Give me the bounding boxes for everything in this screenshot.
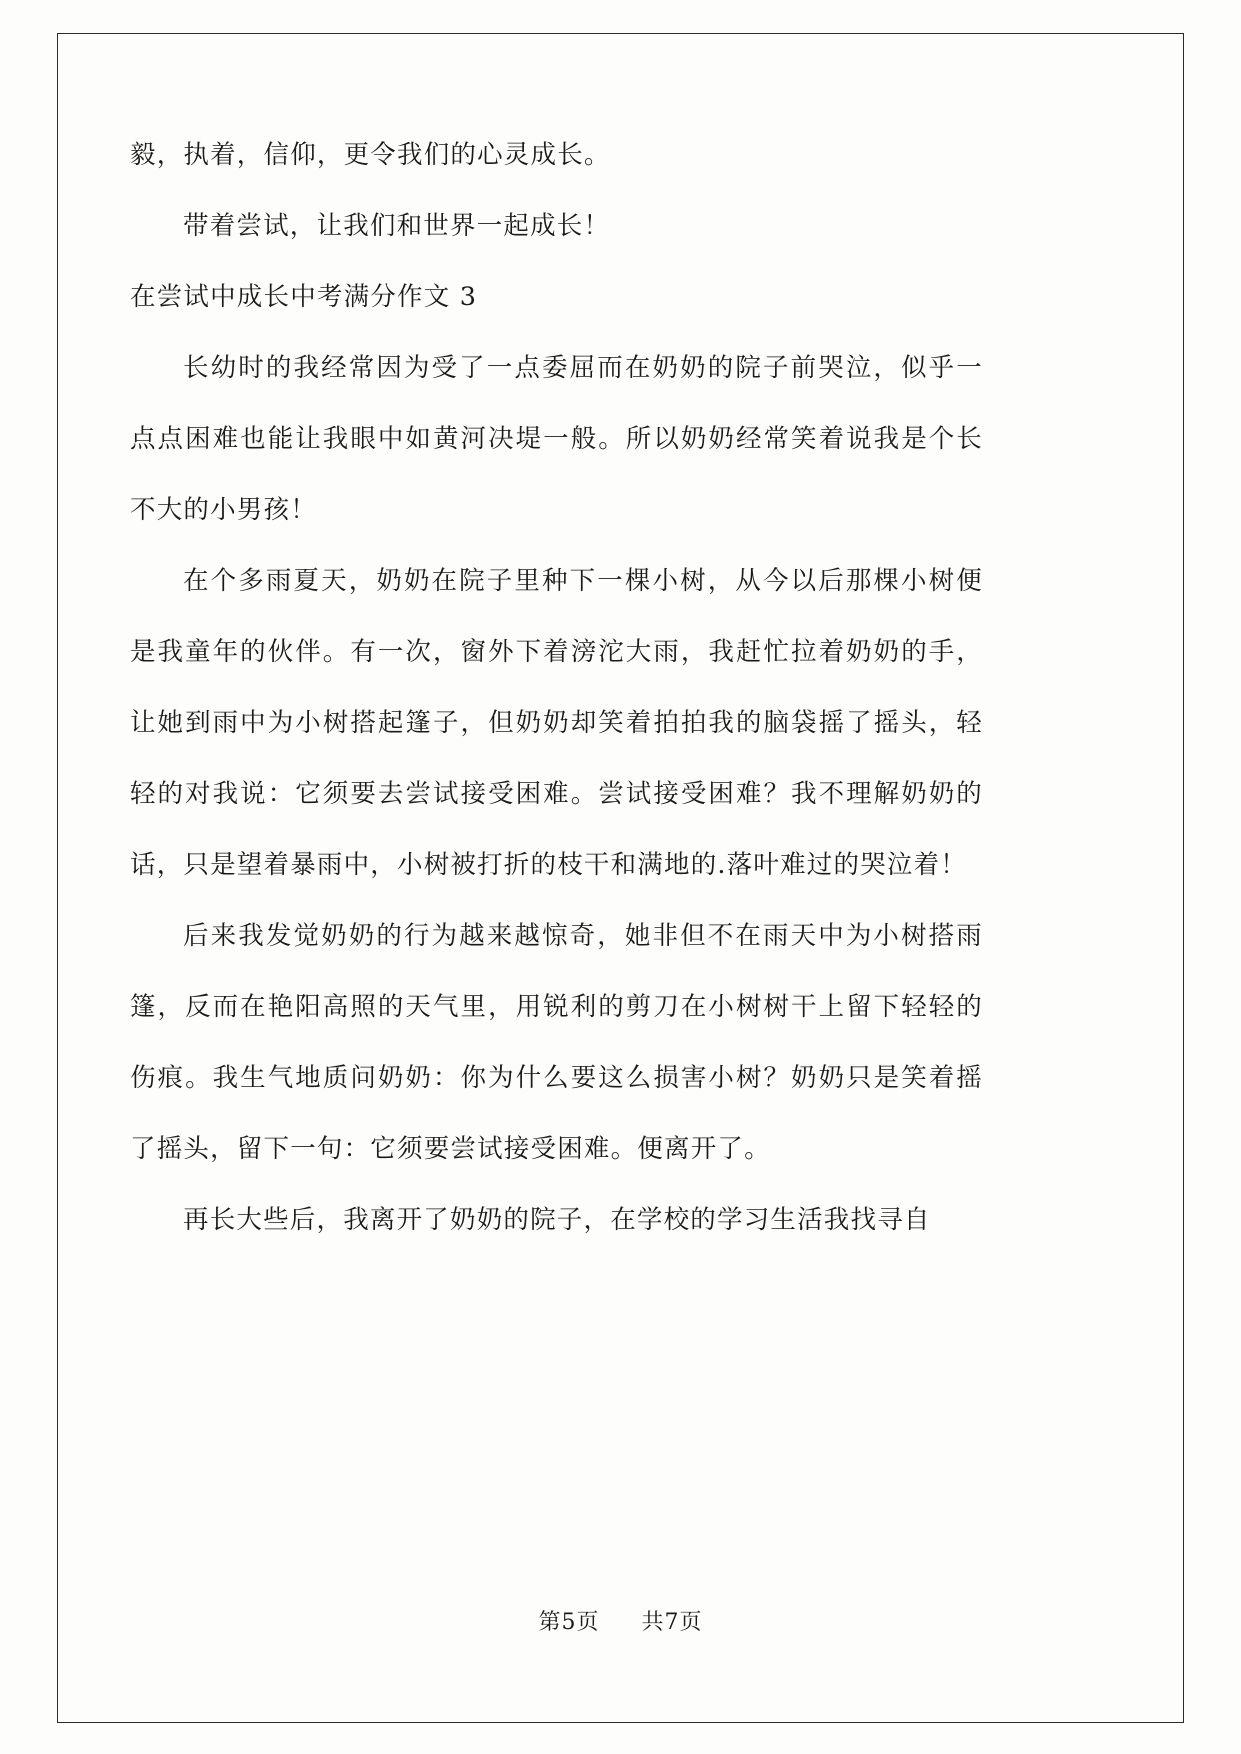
- paragraph-rainy-summer: 在个多雨夏天，奶奶在院子里种下一棵小树，从今以后那棵小树便是我童年的伙伴。有一次，窗外下着滂沱大雨，我赶忙拉着奶奶的手，让她到雨中为小树搭起篷子，但奶奶却笑着拍拍我的脑袋摇了摇头，轻轻的对我说：它须要去尝试接受困难。尝试接受困难？我不理解奶奶的话，只是望着暴雨中，小树被打折的枝干和满地的.落叶难过的哭泣着！: [130, 566, 983, 880]
- footer-total-pages: 共7页: [641, 1610, 703, 1635]
- paragraph-grandmother-actions: 后来我发觉奶奶的行为越来越惊奇，她非但不在雨天中为小树搭雨篷，反而在艳阳高照的天气里，用锐利的剪刀在小树树干上留下轻轻的伤痕。我生气地质问奶奶：你为什么要这么损害小树？奶奶只是笑着摇了摇头，留下一句：它须要尝试接受困难。便离开了。: [130, 921, 983, 1164]
- paragraph-continuation: 毅，执着，信仰，更令我们的心灵成长。: [130, 140, 611, 170]
- footer-current-page: 第5页: [538, 1610, 600, 1635]
- document-body: [130, 120, 983, 1256]
- paragraph-closing-line: 带着尝试，让我们和世界一起成长！: [183, 211, 611, 241]
- paragraph-growing-up: 再长大些后，我离开了奶奶的院子，在学校的学习生活我找寻自: [183, 1205, 931, 1235]
- paragraph-childhood: 长幼时的我经常因为受了一点委屈而在奶奶的院子前哭泣，似乎一点点困难也能让我眼中如黄河决堤一般。所以奶奶经常笑着说我是个长不大的小男孩！: [130, 353, 983, 525]
- page-footer: [0, 1605, 1241, 1636]
- section-heading: 在尝试中成长中考满分作文 3: [130, 282, 478, 312]
